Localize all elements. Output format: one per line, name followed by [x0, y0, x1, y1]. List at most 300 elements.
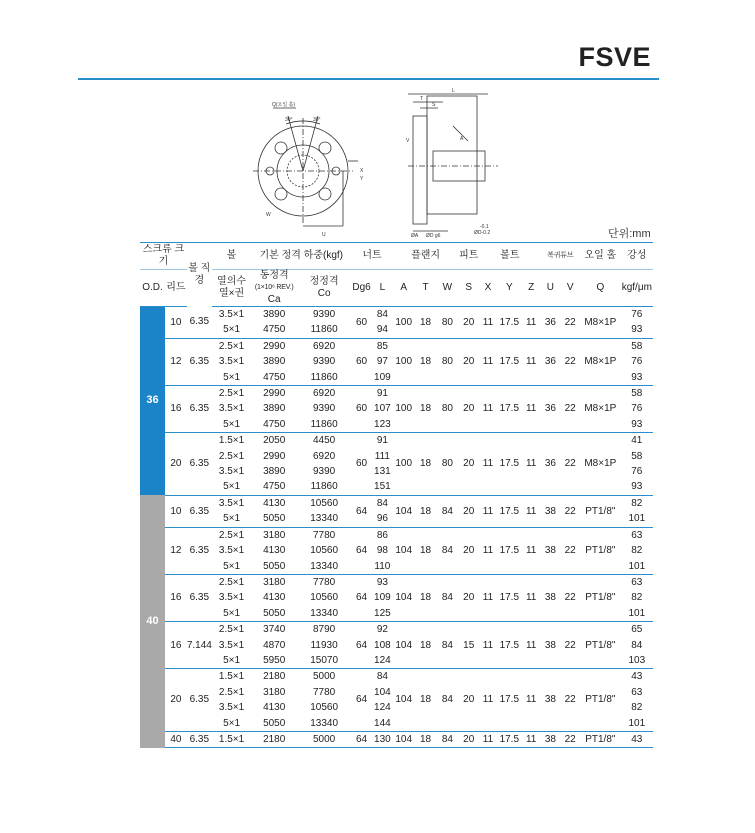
nut-length-cell — [372, 338, 393, 385]
rigidity-cell-value: 58 — [631, 450, 643, 462]
flange-t-cell: 18 — [415, 669, 437, 732]
return-v-cell: 22 — [560, 574, 580, 621]
bolt-y-cell: 17.5 — [497, 495, 522, 527]
dynamic-load-cell-value: 4130 — [263, 545, 286, 557]
rigidity-cell — [621, 386, 653, 433]
dynamic-load-cell-value: 5050 — [263, 717, 286, 729]
dim-label: T — [420, 96, 424, 102]
static-load-cell-value: 11860 — [310, 418, 338, 430]
static-load-cell-value: 5000 — [313, 733, 336, 745]
static-load-cell-value: 6920 — [313, 450, 336, 462]
flange-t-cell: 18 — [415, 731, 437, 747]
ball-rows-cell-value: 3.5×1 — [218, 639, 245, 651]
dim-label: V — [406, 138, 410, 144]
dynamic-load-cell — [251, 527, 297, 574]
nut-length-cell-value: 123 — [374, 418, 391, 430]
rigidity-cell-value: 93 — [631, 481, 643, 493]
table-row — [140, 433, 653, 496]
static-load-cell — [297, 527, 351, 574]
bolt-z-cell: 11 — [525, 316, 537, 328]
oil-hole-q-cell: PT1/8" — [580, 574, 621, 621]
return-u-cell: 38 — [541, 622, 561, 669]
bolt-hole — [275, 142, 287, 154]
bolt-y-cell: 17.5 — [497, 527, 522, 574]
flange-w-cell: 84 — [436, 495, 458, 527]
rigidity-cell-value: 76 — [631, 309, 643, 320]
return-u-cell: 38 — [541, 495, 561, 527]
dim-label: ØA — [411, 233, 419, 238]
nut-length-cell-value: 151 — [374, 481, 391, 493]
flange-a-cell: 100 — [393, 433, 415, 496]
ball-rows-cell-value: 5×1 — [223, 717, 241, 729]
nut-length-cell — [372, 669, 393, 732]
ball-dia-cell: 6.35 — [187, 669, 212, 732]
dynamic-load-cell — [251, 433, 297, 496]
dim-label: Y — [360, 176, 364, 182]
bolt-hole — [319, 188, 331, 200]
dg6-cell: 60 — [351, 433, 372, 496]
flange-w-cell: 84 — [436, 527, 458, 574]
ball-rows-cell-value: 3.5×1 — [218, 356, 245, 368]
dynamic-load-cell-value: 3180 — [263, 576, 286, 588]
nut-length-cell-value: 109 — [374, 371, 391, 383]
return-v-cell: 22 — [560, 622, 580, 669]
return-v-cell: 22 — [560, 338, 580, 385]
ball-rows-cell — [212, 731, 252, 747]
table-row — [140, 527, 653, 574]
header-L: L — [372, 270, 393, 307]
bolt-y-cell: 17.5 — [497, 386, 522, 433]
return-v-cell: 22 — [564, 316, 576, 328]
ball-rows-cell — [212, 338, 252, 385]
ball-rows-cell — [212, 574, 252, 621]
rigidity-cell-value: 43 — [631, 671, 643, 683]
dg6-cell: 64 — [351, 495, 372, 527]
ball-rows-cell-value: 3.5×1 — [218, 309, 245, 320]
bolt-y-cell: 17.5 — [497, 338, 522, 385]
dynamic-load-cell — [251, 386, 297, 433]
flange-w-cell: 80 — [436, 433, 458, 496]
ball-dia-cell: 6.35 — [189, 316, 210, 328]
dynamic-load-cell-value: 3890 — [263, 403, 286, 415]
return-v-cell: 22 — [560, 731, 580, 747]
return-v-cell: 22 — [560, 433, 580, 496]
header-T: T — [415, 270, 437, 307]
rigidity-cell-value: 58 — [631, 388, 643, 400]
bolt-x-cell: 11 — [479, 527, 497, 574]
ball-rows-cell-value: 2.5×1 — [218, 340, 245, 352]
header-A: A — [393, 270, 415, 307]
oil-hole-q-cell: PT1/8" — [580, 622, 621, 669]
lead-cell: 12 — [165, 527, 187, 574]
bolt-x-cell: 11 — [479, 386, 497, 433]
ball-rows-cell-value: 2.5×1 — [218, 686, 245, 698]
ball-rows-cell — [212, 386, 252, 433]
static-load-cell-value: 7780 — [313, 529, 336, 541]
static-load-cell-value: 13340 — [310, 513, 339, 525]
ball-rows-cell-value: 2.5×1 — [218, 624, 245, 636]
return-u-cell: 38 — [541, 669, 561, 732]
static-load-cell — [297, 669, 351, 732]
spec-table-body — [140, 307, 653, 748]
nut-length-cell-value: 86 — [376, 529, 388, 541]
ball-rows-cell-value: 3.5×1 — [218, 702, 245, 714]
rigidity-cell-value: 41 — [631, 435, 643, 447]
flange-a-cell: 104 — [393, 527, 415, 574]
nut-length-cell — [372, 574, 393, 621]
header-od: O.D. — [140, 270, 165, 307]
static-load-cell-value: 10560 — [310, 545, 339, 557]
flange-t-cell: 18 — [419, 316, 432, 328]
static-load-cell — [297, 338, 351, 385]
header-nut: 너트 — [351, 243, 393, 270]
lead-cell: 16 — [165, 386, 187, 433]
bolt-z-cell: 11 — [522, 495, 541, 527]
rigidity-cell-value: 58 — [631, 340, 643, 352]
lead-cell: 12 — [165, 338, 187, 385]
ball-dia-cell: 6.35 — [187, 386, 212, 433]
oil-hole-q-cell: M8×1P — [580, 338, 621, 385]
lead-cell: 40 — [165, 731, 187, 747]
ball-rows-cell — [212, 433, 252, 496]
ball-dia-cell: 6.35 — [187, 527, 212, 574]
dynamic-load-cell — [251, 307, 297, 339]
lead-cell: 16 — [165, 622, 187, 669]
return-v-cell: 22 — [560, 669, 580, 732]
bolt-x-cell: 11 — [482, 316, 494, 328]
dynamic-load-cell-value: 4130 — [263, 497, 286, 509]
rigidity-cell-value: 76 — [631, 403, 643, 415]
rigidity-cell-value: 82 — [631, 592, 643, 604]
nut-length-cell — [372, 622, 393, 669]
nut-length-cell-value: 108 — [374, 639, 391, 651]
nut-length-cell-value: 84 — [376, 497, 388, 509]
oil-hole-q-cell: PT1/8" — [580, 731, 621, 747]
dim-label: U — [322, 232, 326, 238]
ball-rows-cell-value: 5×1 — [223, 607, 241, 619]
dynamic-load-cell-value: 4750 — [263, 481, 286, 493]
table-row — [140, 622, 653, 669]
rigidity-cell-value: 76 — [631, 466, 643, 478]
rigidity-cell — [621, 622, 653, 669]
bolt-x-cell: 11 — [479, 338, 497, 385]
flange-w-cell: 80 — [436, 338, 458, 385]
ball-dia-cell: 6.35 — [187, 731, 212, 747]
header-basic-load: 기본 정격 하중(kgf) — [251, 243, 351, 270]
rigidity-cell — [621, 307, 653, 339]
flange-a-cell: 104 — [393, 669, 415, 732]
header-oil-hole: 오일 홀 — [580, 243, 621, 270]
header-flange: 플랜지 — [393, 243, 459, 270]
nut-length-cell-value: 144 — [374, 717, 391, 729]
lead-cell: 20 — [165, 669, 187, 732]
dynamic-load-cell-value: 2990 — [263, 340, 286, 352]
ball-rows-cell-value: 5×1 — [223, 418, 241, 430]
header-dg6: Dg6 — [351, 270, 372, 307]
rigidity-cell-value: 101 — [628, 560, 646, 572]
return-v-cell: 22 — [560, 495, 580, 527]
oil-hole-q-cell: M8×1P — [580, 433, 621, 496]
ball-rows-cell — [212, 495, 252, 527]
static-load-cell-value: 9390 — [313, 356, 336, 368]
ball-rows-cell-value: 5×1 — [223, 324, 241, 336]
return-u-cell: 38 — [541, 731, 561, 747]
flange-t-cell: 18 — [415, 433, 437, 496]
lead-cell: 16 — [165, 574, 187, 621]
ball-rows-cell-value: 5×1 — [223, 481, 241, 493]
static-load-cell — [297, 731, 351, 747]
flange-a-cell: 100 — [395, 316, 413, 328]
nut-length-cell-value: 85 — [376, 340, 388, 352]
header-ball-dia: 볼 직경 — [187, 243, 212, 307]
ball-rows-cell-value: 3.5×1 — [218, 592, 245, 604]
flange-a-cell: 104 — [393, 731, 415, 747]
header-ball-rows: 열의수 열×권 — [212, 270, 252, 307]
unit-label: 단위:mm — [608, 228, 651, 240]
return-u-cell: 38 — [541, 527, 561, 574]
flange-a-cell: 100 — [393, 386, 415, 433]
static-load-cell-value: 6920 — [313, 340, 336, 352]
flange-t-cell: 18 — [415, 386, 437, 433]
lead-cell: 20 — [165, 433, 187, 496]
ball-rows-cell-value: 5×1 — [223, 371, 241, 383]
bolt-hole — [319, 142, 331, 154]
flange-t-cell: 18 — [415, 495, 437, 527]
dynamic-load-cell-value: 2050 — [263, 435, 286, 447]
header-screw-size: 스크류 크기 — [140, 243, 187, 270]
dynamic-load-cell-value: 4750 — [263, 418, 286, 430]
dynamic-load-cell-value: 5050 — [263, 513, 286, 525]
rigidity-cell-value: 103 — [628, 654, 646, 666]
static-load-cell-value: 13340 — [310, 607, 339, 619]
dynamic-load-cell-value: 2180 — [263, 671, 286, 683]
header-Q: Q — [580, 270, 621, 307]
dg6-cell: 64 — [351, 731, 372, 747]
dim-label: X — [360, 168, 364, 174]
dim-label: -0.1 — [480, 224, 489, 230]
angle-right-label: 30° — [313, 117, 321, 123]
rigidity-cell — [621, 338, 653, 385]
dg6-cell: 60 — [351, 338, 372, 385]
ball-dia-cell: 6.35 — [187, 433, 212, 496]
rigidity-cell-value: 82 — [631, 702, 643, 714]
ball-rows-cell-value: 3.5×1 — [218, 466, 245, 478]
bolt-z-cell: 11 — [522, 731, 541, 747]
rigidity-cell — [621, 731, 653, 747]
flange-t-cell: 18 — [415, 338, 437, 385]
return-v-cell: 22 — [560, 386, 580, 433]
page-title: FSVE — [578, 42, 651, 72]
rigidity-cell-value: 82 — [631, 497, 643, 509]
dynamic-load-cell-value: 3740 — [263, 624, 286, 636]
fit-s-cell: 15 — [458, 622, 479, 669]
ball-rows-cell — [212, 669, 252, 732]
title-divider — [78, 78, 659, 80]
static-load-cell-value: 5000 — [313, 671, 336, 683]
rigidity-cell-value: 101 — [628, 717, 646, 729]
fit-s-cell: 20 — [458, 669, 479, 732]
static-load-cell — [297, 622, 351, 669]
return-u-cell: 36 — [544, 316, 556, 328]
dg6-cell: 64 — [351, 527, 372, 574]
return-u-cell: 38 — [541, 574, 561, 621]
header-dynamic-label: 동정격 — [259, 270, 289, 281]
flange-t-cell: 18 — [415, 527, 437, 574]
flange-t-cell: 18 — [415, 622, 437, 669]
static-load-cell — [297, 307, 351, 339]
flange-a-cell: 104 — [393, 622, 415, 669]
flange-a-cell: 104 — [393, 574, 415, 621]
dg6-cell: 60 — [356, 316, 368, 328]
bolt-y-cell: 17.5 — [497, 669, 522, 732]
ball-rows-cell-value: 5×1 — [223, 654, 241, 666]
table-row — [140, 386, 653, 433]
ball-rows-cell-value: 3.5×1 — [218, 403, 245, 415]
nut-length-cell — [372, 386, 393, 433]
nut-length-cell-value: 130 — [374, 733, 391, 745]
side-body — [427, 96, 477, 214]
bolt-y-cell: 17.5 — [499, 316, 520, 328]
rigidity-cell-value: 63 — [631, 686, 643, 698]
static-load-cell-value: 11860 — [310, 481, 338, 493]
oil-hole-q-cell: PT1/8" — [580, 495, 621, 527]
dynamic-load-cell-value: 3890 — [263, 309, 286, 320]
header-lead: 리드 — [165, 270, 187, 307]
return-u-cell: 36 — [541, 386, 561, 433]
rigidity-cell — [621, 495, 653, 527]
table-row — [140, 669, 653, 732]
dim-label: ØD-0.2 — [474, 230, 491, 236]
rigidity-cell-value: 93 — [631, 371, 643, 383]
nut-length-cell-value: 104 — [374, 686, 391, 698]
static-load-cell-value: 7780 — [313, 686, 336, 698]
static-load-cell — [297, 495, 351, 527]
ball-rows-cell-value: 1.5×1 — [218, 671, 245, 683]
static-load-cell — [297, 386, 351, 433]
nut-length-cell-value: 107 — [374, 403, 391, 415]
flange-w-cell: 84 — [436, 622, 458, 669]
static-load-cell-value: 13340 — [310, 717, 339, 729]
fit-s-cell: 20 — [458, 433, 479, 496]
ball-rows-cell — [212, 527, 252, 574]
rigidity-cell-value: 82 — [631, 545, 643, 557]
oil-hole-q-cell: M8×1P — [580, 386, 621, 433]
table-row — [140, 338, 653, 385]
nut-length-cell — [372, 495, 393, 527]
dim-label: L — [452, 88, 455, 94]
dynamic-load-cell-value: 4130 — [263, 702, 286, 714]
spec-table — [140, 242, 653, 748]
rigidity-cell-value: 84 — [631, 639, 643, 651]
bolt-x-cell: 11 — [479, 622, 497, 669]
ball-dia-cell: 6.35 — [187, 338, 212, 385]
nut-length-cell-value: 94 — [376, 324, 388, 336]
od-cell: 36 — [140, 307, 165, 496]
nut-length-cell-value: 124 — [374, 654, 391, 666]
static-load-cell-value: 11860 — [310, 371, 338, 383]
header-static-label: 정정격 — [309, 276, 339, 287]
bolt-z-cell: 11 — [522, 433, 541, 496]
static-load-cell-value: 9390 — [313, 466, 336, 478]
header-X: X — [479, 270, 497, 307]
static-load-cell-value: 9390 — [313, 309, 336, 320]
nut-length-cell — [372, 731, 393, 747]
dim-label: ØD g6 — [426, 233, 441, 238]
header-ball: 볼 — [212, 243, 252, 270]
rigidity-cell-value: 101 — [628, 607, 646, 619]
nut-length-cell-value: 131 — [374, 466, 391, 478]
static-load-cell-value: 11930 — [310, 639, 338, 651]
bolt-z-cell: 11 — [522, 622, 541, 669]
table-row — [140, 307, 653, 339]
bolt-y-cell: 17.5 — [497, 574, 522, 621]
dynamic-load-cell-value: 3890 — [263, 356, 286, 368]
rigidity-cell — [621, 669, 653, 732]
flange-w-cell: 84 — [436, 574, 458, 621]
ball-rows-cell-value: 5×1 — [223, 560, 241, 572]
rigidity-cell-value: 65 — [631, 624, 643, 636]
static-load-cell — [297, 433, 351, 496]
bolt-z-cell: 11 — [522, 574, 541, 621]
side-flange — [413, 116, 427, 224]
fsve-technical-drawing — [248, 86, 548, 238]
rigidity-cell-value: 93 — [631, 418, 643, 430]
bolt-x-cell: 11 — [479, 669, 497, 732]
dynamic-load-cell — [251, 338, 297, 385]
ball-dia-cell: 6.35 — [187, 574, 212, 621]
table-row — [140, 574, 653, 621]
dg6-cell: 64 — [351, 574, 372, 621]
header-dynamic-sym: Ca — [267, 294, 281, 305]
nut-length-cell — [372, 307, 393, 339]
table-row — [140, 731, 653, 747]
angle-left-label: 30° — [285, 117, 293, 123]
dim-label: A — [460, 136, 464, 142]
dynamic-load-cell — [251, 622, 297, 669]
dynamic-load-cell — [251, 669, 297, 732]
static-load-cell-value: 8790 — [313, 624, 336, 636]
nut-length-cell-value: 97 — [376, 356, 388, 368]
nut-length-cell-value: 111 — [374, 450, 390, 462]
oil-hole-q-cell: PT1/8" — [580, 669, 621, 732]
static-load-cell — [297, 574, 351, 621]
nut-length-cell-value: 92 — [376, 624, 388, 636]
header-U: U — [541, 270, 561, 307]
lead-cell: 10 — [165, 495, 187, 527]
ball-rows-cell-value: 1.5×1 — [218, 733, 245, 745]
bolt-x-cell: 11 — [479, 731, 497, 747]
static-load-cell-value: 6920 — [313, 388, 336, 400]
static-load-cell-value: 13340 — [310, 560, 339, 572]
rigidity-cell-value: 63 — [631, 529, 643, 541]
fit-s-cell: 20 — [458, 574, 479, 621]
nut-length-cell-value: 91 — [376, 435, 388, 447]
ball-dia-cell: 6.35 — [187, 495, 212, 527]
header-static-sym: Co — [317, 288, 331, 299]
oil-hole-label: Q(오일 홀) — [272, 102, 296, 108]
return-u-cell: 36 — [541, 338, 561, 385]
ball-rows-cell — [212, 307, 252, 339]
dynamic-load-cell-value: 5950 — [263, 654, 286, 666]
nut-length-cell-value: 84 — [376, 671, 388, 683]
bolt-z-cell: 11 — [522, 386, 541, 433]
dynamic-load-cell-value: 5050 — [263, 560, 286, 572]
nut-length-cell-value: 84 — [376, 309, 388, 320]
header-V: V — [560, 270, 580, 307]
dynamic-load-cell-value: 2990 — [263, 450, 286, 462]
ball-rows-cell-value: 2.5×1 — [218, 529, 245, 541]
ball-rows-cell-value: 3.5×1 — [218, 497, 245, 509]
